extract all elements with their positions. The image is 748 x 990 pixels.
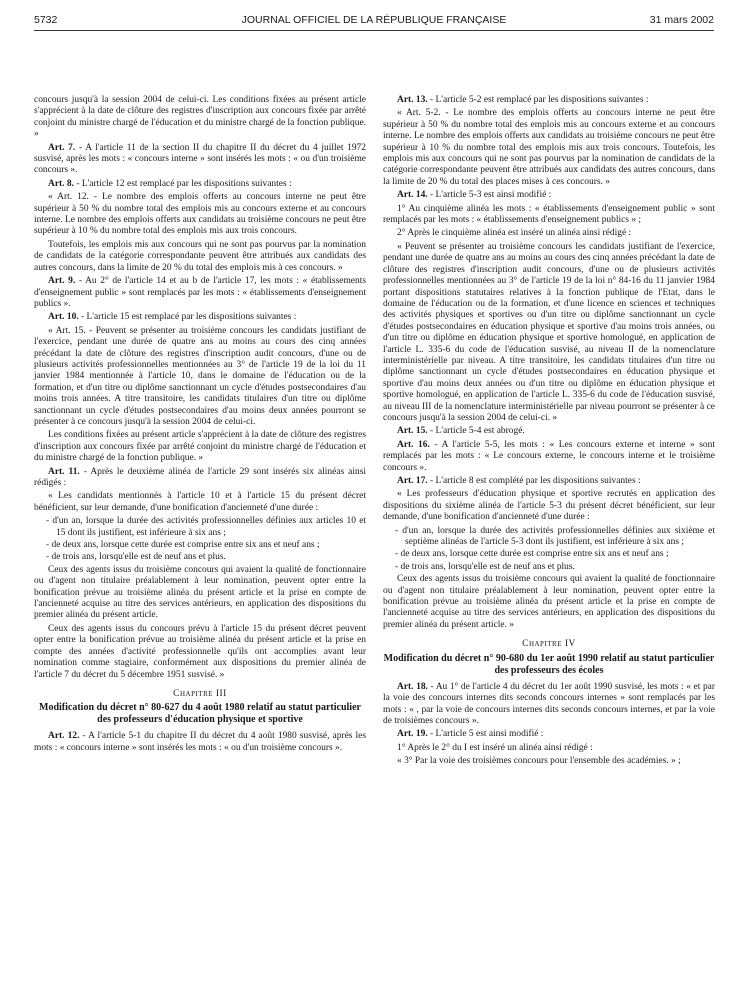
paragraph: Ceux des agents issus du concours prévu à l'article 15 du présent décret peuvent opter entre la bonification prévue au troisième alinéa du présent article et la prise en compte des années d'activité professionnelle qu'ils ont accomplies avant leur nomination comme stagiaire, conformément aux dispositions du premier alinéa de l'article 7 du décret du 5 décembre 1951 susvisé. » [34, 623, 366, 680]
article-10 [34, 312, 366, 323]
article-label: Art. 8. [48, 178, 74, 189]
paragraph: Ceux des agents issus du troisième concours qui avaient la qualité de fonctionnaire ou d'agent non titulaire préalablement à leur nomination, peuvent opter entre la bonification prévue au troisième alinéa du présent article et la prise en compte de l'ancienneté acquise au titre des services antérieurs, en application des dispositions du premier alinéa du présent article. [34, 564, 366, 621]
chapter-title: Modification du décret n° 80-627 du 4 août 1980 relatif au statut particulier des professeurs d'éducation physique et sportive [39, 702, 361, 726]
article-label: Art. 7. [48, 142, 76, 153]
article-label: Art. 12. [48, 731, 80, 742]
list-item: - d'un an, lorsque la durée des activités professionnelles définies aux articles 10 et 15 dont ils justifient, est inférieure à six ans ; [46, 516, 366, 538]
article-13 [383, 95, 715, 106]
article-label: Art. 17. [397, 476, 428, 486]
article-12 [34, 731, 366, 754]
paragraph: « Les candidats mentionnés à l'article 10 et à l'article 15 du présent décret bénéficient, sur leur demande, d'une bonification d'ancienneté d'une durée : [34, 491, 366, 513]
paragraph: « Art. 5-2. - Le nombre des emplois offerts au concours interne ne peut être supérieur à 50 % du nombre total des emplois mis au concours externe et au concours interne. Le nombre des emplois offerts aux candidats au troisième concours ne peut être supérieur à 10 % du nombre total des emplois mis aux trois concours. Toutefois, les emplois mis aux concours qui ne sont pas pourvus par la nomination de candidats de la catégorie correspondante peuvent être attribués aux candidats des autres concours, dans la limite de 20 % du total des places mises à ces concours. » [383, 108, 715, 187]
article-14 [383, 190, 715, 201]
article-text: - L'article 5 est ainsi modifié : [427, 729, 544, 740]
article-text: - A l'article 5-1 du chapitre II du décret du 4 août 1980 susvisé, après les mots : « concours interne » sont insérés les mots : « ou d'un troisième concours ». [34, 731, 366, 753]
article-19 [383, 729, 715, 740]
article-text: - L'article 15 est remplacé par les dispositions suivantes : [78, 312, 297, 323]
article-7 [34, 143, 366, 177]
article-11 [34, 467, 366, 490]
article-label: Art. 9. [48, 276, 76, 287]
list-item: - de deux ans, lorsque cette durée est comprise entre six ans et neuf ans ; [395, 549, 669, 560]
paragraph: Toutefois, les emplois mis aux concours qui ne sont pas pourvus par la nomination de candidats de la catégorie correspondante peuvent être attribués aux candidats des autres concours, dans la limite de 20 % du total des emplois mis à ces concours. » [34, 239, 366, 273]
chapter-heading: Chapitre IV [522, 639, 576, 650]
paragraph: « Peuvent se présenter au troisième concours les candidats justifiant de l'exercice, pendant une durée de quatre ans au moins au cours des cinq années précédant la date de clôture des registres d'inscription audit concours, d'une ou de plusieurs activités professionnelles mentionnées au 3° de l'article 19 de la loi n° 84-16 du 11 janvier 1984 portant dispositions statutaires relatives à la fonction publique de l'Etat, dans le domaine de l'éducation ou de la formation, et d'une licence en sciences et techniques des activités physiques et sportives ou d'un titre ou diplôme sanctionnant un cycle d'études postsecondaires en éducation physique et sportive d'au moins trois années, ou d'un titre ou diplôme en éducation physique et sportive homologué, en application de l'article L. 335-6 du code de l'éducation susvisé, au niveau II de la nomenclature interministérielle par niveau. A titre transitoire, les candidats titulaires d'un titre ou diplôme sanctionnant un cycle d'études postsecondaires en éducation physique et sportive d'au moins deux années ou d'un titre ou diplôme en éducation physique et sportive homologué, en application de l'article L. 335-6 du code de l'éducation susvisé, au niveau III de la nomenclature interministérielle par niveau pourront se présenter à ce concours jusqu'à la session 2004 de celui-ci. » [383, 241, 715, 423]
article-label: Art. 10. [48, 312, 79, 323]
list-item: - de deux ans, lorsque cette durée est comprise entre six ans et neuf ans ; [46, 540, 320, 551]
chapter-heading: Chapitre III [173, 688, 227, 699]
paragraph: concours jusqu'à la session 2004 de celui-ci. Les conditions fixées au présent article s'apprécient à la date de clôture des registres d'inscription aux concours fixée par arrêté conjoint du ministre chargé de l'éducation et du ministre chargé de la fonction publique. » [34, 95, 366, 140]
right-column [383, 95, 715, 770]
paragraph: « Art. 15. - Peuvent se présenter au troisième concours les candidats justifiant de l'exercice, pendant une durée de quatre ans au moins au cours des cinq années précédant la date de clôture des registres d'inscription audit concours, d'une ou de plusieurs activités professionnelles mentionnées au 3° de l'article 19 de la loi du 11 janvier 1984 mentionnée à l'article 10, dans le domaine de l'éducation ou de la formation, et d'un titre ou diplôme sanctionnant un cycle d'études postsecondaires d'au moins trois années. A titre transitoire, les candidats titulaires d'un titre ou diplôme sanctionnant un cycle d'études postsecondaires d'au moins deux années pourront se présenter à ce concours jusqu'à la session 2004 de celui-ci. [34, 325, 366, 427]
paragraph: Les conditions fixées au présent article s'apprécient à la date de clôture des registres d'inscription aux concours fixée par arrêté conjoint du ministre chargé de l'éducation et du ministre chargé de la fonction publique. » [34, 430, 366, 464]
article-label: Art. 15. [397, 426, 428, 437]
journal-title: JOURNAL OFFICIEL DE LA RÉPUBLIQUE FRANÇAISE [241, 14, 507, 26]
publication-date: 31 mars 2002 [649, 14, 714, 26]
list-item: - de trois ans, lorsqu'elle est de neuf ans et plus. [395, 561, 575, 572]
paragraph: « 3° Par la voie des troisièmes concours pour l'ensemble des académies. » ; [397, 756, 681, 767]
list-item: - de trois ans, lorsqu'elle est de neuf ans et plus. [46, 552, 226, 563]
article-label: Art. 11. [48, 466, 80, 477]
article-label: Art. 18. [397, 681, 428, 692]
page-number: 5732 [34, 14, 58, 26]
article-17 [383, 476, 715, 487]
article-text: - Au 1° de l'article 4 du décret du 1er août 1990 susvisé, les mots : « et par la voie des concours internes dits seconds concours internes » sont remplacés par les mots : « , par la voie de concours internes dits seconds concours internes, et par la voie de troisièmes concours ». [383, 681, 716, 726]
article-text: - A l'article 11 de la section II du chapitre II du décret du 4 juillet 1972 susvisé, après les mots : « concours interne » sont insérés les mots : « ou d'un troisième concours ». [34, 142, 366, 176]
article-text: - L'article 5-3 est ainsi modifié : [427, 190, 552, 201]
paragraph: Ceux des agents issus du troisième concours qui avaient la qualité de fonctionnaire ou d'agent non titulaire préalablement à leur nomination, peuvent opter entre la bonification prévue au troisième alinéa du présent article et la prise en compte de l'ancienneté acquise au titre des services antérieurs, en application des dispositions du premier alinéa du présent article. » [383, 574, 715, 630]
paragraph: 1° Au cinquième alinéa les mots : « établissements d'enseignement public » sont remplacés par les mots : « établissements d'enseignement publics » ; [383, 203, 715, 226]
article-text: - L'article 5-4 est abrogé. [427, 426, 525, 437]
page-header [34, 14, 714, 30]
header-rule [34, 30, 714, 31]
paragraph: 2° Après le cinquième alinéa est inséré un alinéa ainsi rédigé : [397, 228, 632, 239]
article-text: - A l'article 5-5, les mots : « Les concours externe et interne » sont remplacés par les mots : « Le concours externe, le concours interne et le troisième concours ». [383, 439, 715, 473]
list-item: - d'un an, lorsque la durée des activités professionnelles définies aux sixième et septième alinéas de l'article 5-3 dont ils justifient, est inférieure à six ans ; [395, 525, 715, 548]
article-9 [34, 276, 366, 310]
left-column [34, 95, 366, 756]
article-text: - L'article 8 est complété par les dispositions suivantes : [427, 476, 641, 486]
paragraph: « Les professeurs d'éducation physique et sportive recrutés en application des dispositions du sixième alinéa de l'article 5-3 du présent décret bénéficient, sur leur demande, d'une bonification d'ancienneté d'une durée : [383, 489, 715, 523]
article-8 [34, 179, 366, 190]
article-text: - L'article 12 est remplacé par les dispositions suivantes : [73, 178, 292, 189]
article-text: - L'article 5-2 est remplacé par les dispositions suivantes : [427, 95, 649, 105]
article-18 [383, 682, 715, 728]
article-16 [383, 440, 715, 474]
article-label: Art. 16. [397, 439, 430, 450]
paragraph: 1° Après le 2° du I est inséré un alinéa ainsi rédigé : [397, 742, 593, 753]
article-label: Art. 14. [397, 190, 428, 201]
article-label: Art. 13. [397, 95, 428, 105]
article-label: Art. 19. [397, 729, 428, 740]
paragraph: « Art. 12. - Le nombre des emplois offerts au concours interne ne peut être supérieur à 50 % du nombre total des emplois mis au concours externe et au concours interne. Le nombre des emplois offerts aux candidats au troisième concours ne peut être supérieur à 10 % du nombre total des emplois mis aux trois concours. [34, 192, 366, 237]
article-15 [383, 426, 715, 437]
article-text: - Après le deuxième alinéa de l'article 29 sont insérés six alinéas ainsi rédigés : [34, 466, 366, 488]
article-text: - Au 2° de l'article 14 et au b de l'article 17, les mots : « établissements d'enseignement public » sont remplacés par les mots : « établissements d'enseignement publics ». [34, 276, 366, 309]
chapter-title: Modification du décret n° 90-680 du 1er août 1990 relatif au statut particulier des professeurs des écoles [383, 652, 715, 676]
